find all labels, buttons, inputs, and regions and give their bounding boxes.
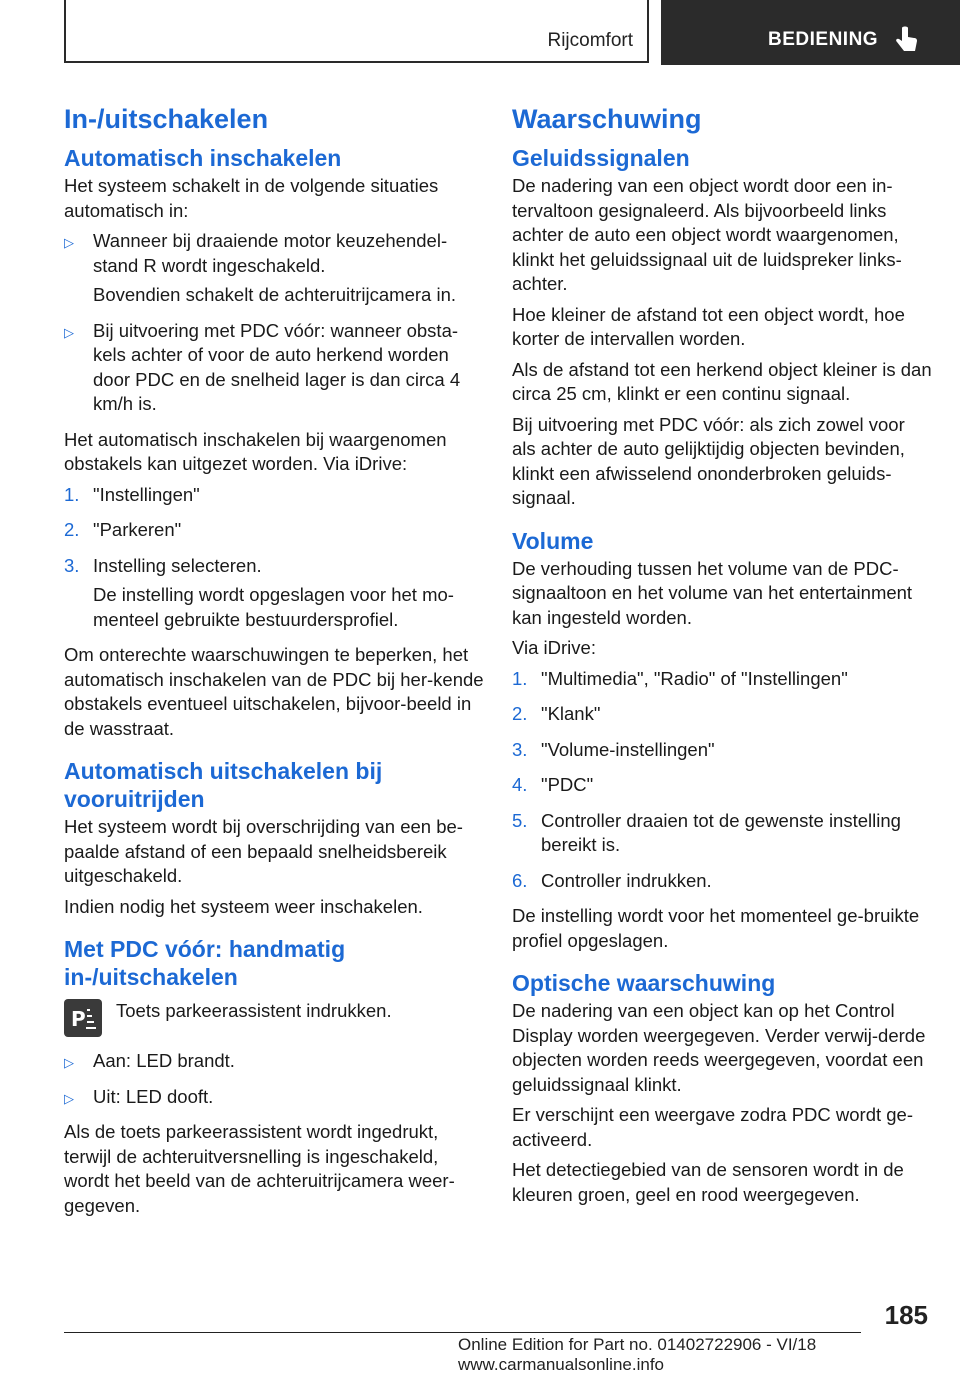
paragraph: Hoe kleiner de afstand tot een object wordt, hoe korter de intervallen worden.	[512, 303, 905, 349]
hand-pointer-icon	[894, 25, 920, 55]
list-item	[512, 869, 932, 899]
list-item	[64, 1085, 484, 1115]
paragraph: Er verschijnt een weergave zodra PDC wordt ge-activeerd.	[512, 1104, 914, 1150]
heading-in-uitschakelen: In-/uitschakelen	[64, 104, 269, 134]
step-number: 1.	[512, 667, 528, 689]
list-item	[512, 773, 932, 803]
list-item	[512, 809, 932, 863]
chapter-tab-label: BEDIENING	[768, 29, 879, 50]
list-item	[512, 702, 932, 732]
page-number: 185	[884, 1300, 928, 1330]
paragraph: Het automatisch inschakelen bij waargenomen obstakels kan uitgezet worden. Via iDrive:	[64, 428, 447, 474]
step-number: 6.	[512, 869, 528, 891]
section-title: Rijcomfort	[547, 30, 633, 51]
list-item	[64, 229, 484, 313]
paragraph: Het systeem wordt bij overschrijding van een be-paalde afstand of een bepaald snelheidsbereik uitgeschakeld.	[64, 816, 463, 886]
list-item-text: Wanneer bij draaiende motor keuzehendel-stand R wordt ingeschakeld.	[93, 230, 448, 276]
step-text: "Instellingen"	[93, 483, 200, 505]
step-number: 2.	[512, 703, 528, 724]
footer-edition: Online Edition for Part no. 01402722906 - VI/18 www.carmanualsonline.info	[458, 1335, 817, 1374]
heading-waarschuwing: Waarschuwing	[512, 104, 702, 134]
list-item-text: Bij uitvoering met PDC vóór: wanneer obsta-kels achter of voor de auto herkend worden door PDC en de snelheid lager is dan circa 4 km/h is.	[93, 319, 461, 414]
list-item	[64, 319, 484, 422]
step-text: Controller indrukken.	[541, 869, 712, 891]
bullet-list	[64, 229, 484, 422]
list-item-text: Aan: LED brandt.	[93, 1050, 235, 1071]
paragraph: Het detectiegebied van de sensoren wordt in de kleuren groen, geel en rood weergegeven.	[512, 1159, 904, 1205]
paragraph: De nadering van een object kan op het Control Display worden weergegeven. Verder verwij-derde objecten worden reeds weergegeven, voordat een geluidssignaal klinkt.	[512, 1000, 926, 1095]
button-instruction: Toets parkeerassistent indrukken.	[116, 1000, 392, 1021]
paragraph: Als de toets parkeerassistent wordt ingedrukt, terwijl de achteruitversnelling is ingeschakeld, wordt het beeld van de achteruitrijcamera weer-gegeven.	[64, 1121, 455, 1216]
header-section-box	[64, 0, 649, 63]
heading-geluidssignalen: Geluidssignalen	[512, 145, 690, 171]
park-assist-button-icon	[64, 999, 102, 1037]
paragraph: De instelling wordt voor het momenteel ge-bruikte profiel opgeslagen.	[512, 905, 920, 951]
list-item	[64, 483, 484, 513]
heading-volume: Volume	[512, 527, 594, 554]
triangle-bullet-icon: ▷	[64, 1090, 74, 1106]
footer-divider	[64, 1332, 861, 1333]
chapter-tab	[661, 0, 960, 65]
paragraph: Om onterechte waarschuwingen te beperken, het automatisch inschakelen van de PDC bij her-kende obstakels eventueel uitschakelen, bijvoor-beeld in de wasstraat.	[64, 644, 484, 739]
step-subtext: De instelling wordt opgeslagen voor het mo-menteel gebruikte bestuurdersprofiel.	[93, 584, 454, 630]
numbered-list	[512, 667, 932, 899]
paragraph: Bij uitvoering met PDC vóór: als zich zowel voor als achter de auto gelijktijdig objecten bevinden, klinkt een afwisselend ononderbroken geluids-signaal.	[512, 413, 905, 508]
step-number: 2.	[64, 519, 80, 540]
step-number: 1.	[64, 483, 80, 505]
step-text: "Multimedia", "Radio" of "Instellingen"	[541, 667, 848, 689]
step-number: 4.	[512, 774, 528, 795]
list-item	[64, 554, 484, 638]
right-column	[512, 96, 932, 1213]
step-text: "Klank"	[541, 703, 601, 724]
heading-optische-waarschuwing: Optische waarschuwing	[512, 970, 776, 996]
step-text: Controller draaien tot de gewenste instelling bereikt is.	[541, 809, 901, 855]
list-item	[64, 1049, 484, 1079]
bullet-list	[64, 1049, 484, 1114]
paragraph: De nadering van een object wordt door een in-tervaltoon gesignaleerd. Als bijvoorbeeld links achter de auto een object wordt waargenomen, klinkt het geluidssignaal uit de luidspreker links-achter.	[512, 175, 902, 294]
heading-handmatig: Met PDC vóór: handmatig in-/uitschakelen	[64, 936, 346, 990]
step-number: 3.	[64, 554, 80, 576]
triangle-bullet-icon: ▷	[64, 1055, 74, 1070]
triangle-bullet-icon: ▷	[64, 235, 74, 250]
park-assist-button-row	[64, 999, 484, 1037]
step-text: "PDC"	[541, 774, 594, 795]
step-text: "Volume-instellingen"	[541, 738, 715, 760]
numbered-list	[64, 483, 484, 638]
list-item-subtext: Bovendien schakelt de achteruitrijcamera in.	[93, 284, 456, 305]
paragraph: Via iDrive:	[512, 637, 596, 658]
triangle-bullet-icon: ▷	[64, 324, 74, 340]
step-text: "Parkeren"	[93, 519, 182, 540]
step-number: 3.	[512, 738, 528, 760]
list-item-text: Uit: LED dooft.	[93, 1085, 214, 1107]
step-number: 5.	[512, 809, 528, 831]
paragraph: Indien nodig het systeem weer inschakelen.	[64, 895, 423, 917]
paragraph: De verhouding tussen het volume van de PDC-signaaltoon en het volume van het entertainment kan ingesteld worden.	[512, 557, 913, 628]
svg-text:P: P	[71, 1007, 86, 1031]
heading-automatisch-uitschakelen: Automatisch uitschakelen bij vooruitrijden	[64, 758, 383, 812]
list-item	[512, 738, 932, 768]
paragraph: Als de afstand tot een herkend object kleiner is dan circa 25 cm, klinkt er een continu signaal.	[512, 358, 932, 404]
list-item	[512, 667, 932, 697]
heading-automatisch-inschakelen: Automatisch inschakelen	[64, 145, 342, 171]
left-column	[64, 96, 484, 1224]
list-item	[64, 518, 484, 548]
step-text: Instelling selecteren.	[93, 554, 262, 576]
paragraph: Het systeem schakelt in de volgende situaties automatisch in:	[64, 175, 439, 221]
